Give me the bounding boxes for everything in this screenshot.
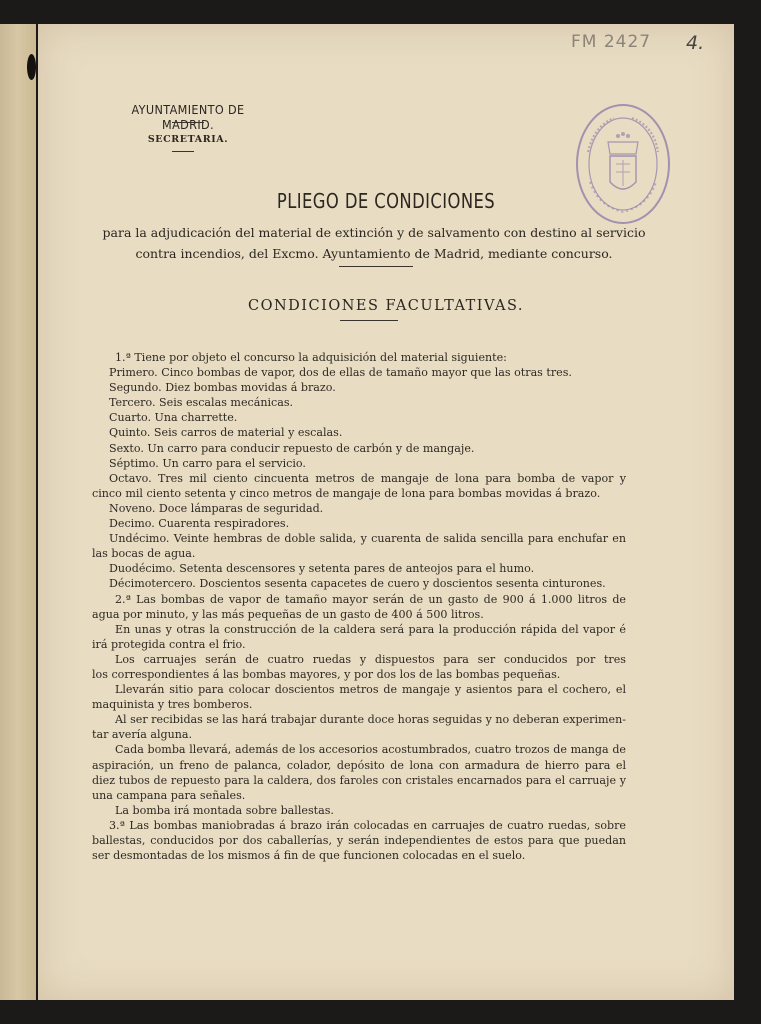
body-line: cinco mil ciento setenta y cinco metros de mangaje de lona para bombas movidas á brazo. — [92, 486, 601, 500]
body-line: tar avería alguna. — [92, 728, 193, 742]
body-line: Tercero. Seis escalas mecánicas. — [109, 396, 294, 410]
body-line: Undécimo. Veinte hembras de doble salida, y cuarenta de salida sencilla para enchufar en — [109, 532, 626, 546]
body-line: 2.ª Las bombas de vapor de tamaño mayor serán de un gasto de 900 á 1.000 litros de — [115, 592, 626, 606]
body-line: Duodécimo. Setenta descensores y setenta pares de anteojos para el humo. — [109, 562, 535, 576]
document-subtitle — [74, 222, 674, 264]
subtitle-line: para la adjudicación del material de extinción y de salvamento con destino al servicio — [102, 225, 646, 240]
body-line: Octavo. Tres mil ciento cincuenta metros de mangaje de lona para bomba de vapor y — [109, 471, 626, 485]
body-line: Sexto. Un carro para conducir repuesto de carbón y de mangaje. — [109, 441, 475, 455]
body-line: Los carruajes serán de cuatro ruedas y dispuestos para ser conducidos por tres — [115, 652, 626, 666]
body-line: los correspondientes á las bombas mayores, y por dos los de las bombas pequeñas. — [92, 667, 561, 681]
body-line: Cada bomba llevará, además de los accesorios acostumbrados, cuatro trozos de manga de — [115, 743, 626, 757]
body-line: Llevarán sitio para colocar doscientos metros de mangaje y asientos para el cochero, el — [115, 683, 626, 697]
subtitle-line: contra incendios, del Excmo. Ayuntamiento de Madrid, mediante concurso. — [135, 246, 613, 261]
body-line: 1.ª Tiene por objeto el concurso la adquisición del material siguiente: — [115, 351, 507, 364]
book-binding-edge — [0, 24, 36, 1000]
body-line: ser desmontadas de los mismos á fin de que funcionen colocadas en el suelo. — [92, 849, 526, 863]
department-label: SECRETARIA. — [147, 134, 229, 145]
section-heading: CONDICIONES FACULTATIVAS. — [247, 298, 525, 314]
body-text — [92, 350, 626, 863]
department-underline — [172, 151, 194, 152]
office-underline — [172, 122, 204, 123]
body-line: Segundo. Diez bombas movidas á brazo. — [109, 381, 336, 395]
body-line: Al ser recibidas se las hará trabajar durante doce horas seguidas y no deberan experimen- — [115, 713, 626, 727]
body-line: una campana para señales. — [92, 788, 246, 802]
document-title: PLIEGO DE CONDICIONES — [276, 189, 496, 213]
body-line: las bocas de agua. — [92, 547, 196, 561]
body-line: maquinista y tres bomberos. — [92, 698, 253, 712]
body-line: Cuarto. Una charrette. — [109, 411, 238, 425]
body-line: La bomba irá montada sobre ballestas. — [115, 803, 334, 817]
body-line: Décimotercero. Doscientos sesenta capacetes de cuero y doscientos sesenta cinturones. — [109, 577, 606, 591]
document-page — [38, 24, 734, 1000]
page-number: 4. — [686, 32, 705, 54]
issuing-office: AYUNTAMIENTO DE MADRID. — [131, 102, 245, 132]
body-line: Séptimo. Un carro para el servicio. — [109, 456, 306, 470]
body-line: Decimo. Cuarenta respiradores. — [109, 517, 290, 531]
section-underline — [340, 320, 398, 321]
body-line: agua por minuto, y las más pequeñas de un gasto de 400 á 500 litros. — [92, 607, 484, 621]
title-underline — [339, 266, 413, 267]
body-line: diez tubos de repuesto para la caldera, dos faroles con cristales encarnados para el carruaje y — [92, 773, 626, 787]
body-line: irá protegida contra el frio. — [92, 637, 246, 651]
body-line: Noveno. Doce lámparas de seguridad. — [109, 501, 324, 515]
archive-reference-code: FM 2427 — [571, 32, 652, 52]
body-line: Primero. Cinco bombas de vapor, dos de ellas de tamaño mayor que las otras tres. — [109, 366, 572, 380]
body-line: En unas y otras la construcción de la caldera será para la producción rápida del vapor é — [115, 622, 626, 636]
binding-hole — [27, 54, 36, 80]
body-line: Quinto. Seis carros de material y escalas. — [109, 426, 343, 440]
body-line: aspiración, un freno de palanca, colador, depósito de lona con armadura de hierro para el — [92, 758, 626, 772]
body-line: 3.ª Las bombas maniobradas á brazo irán colocadas en carruajes de cuatro ruedas, sobre — [109, 818, 626, 832]
body-line: ballestas, conducidos por dos caballerías, y serán independientes de estos para que puedan — [92, 834, 626, 847]
